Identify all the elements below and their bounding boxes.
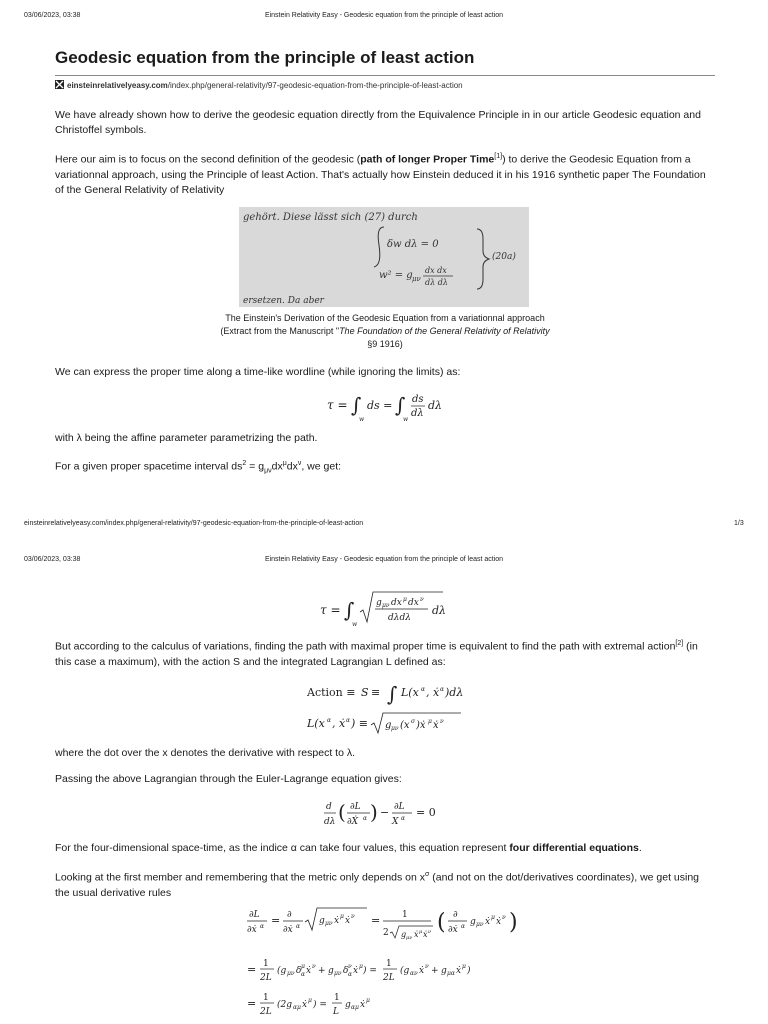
svg-text:S: S	[361, 686, 369, 699]
svg-text:+: +	[318, 966, 326, 976]
svg-text:∂ẋ: ∂ẋ	[247, 925, 257, 935]
svg-text:μ: μ	[308, 997, 312, 1004]
svg-text:=: =	[247, 997, 257, 1010]
svg-text:ẋ: ẋ	[423, 930, 428, 939]
action-equation	[305, 676, 475, 713]
svg-text:2L: 2L	[260, 973, 272, 983]
svg-text:δw dλ = 0: δw dλ = 0	[387, 239, 439, 250]
svg-text:g: g	[401, 930, 407, 939]
svg-text:ẋ: ẋ	[496, 917, 502, 927]
svg-text:≡: ≡	[371, 686, 381, 699]
svg-text:ν: ν	[425, 963, 429, 970]
proper-time-paragraph: We can express the proper time along a time-like wordline (while ignoring the limits) as:	[55, 366, 461, 378]
footnote-2-link[interactable]: [2]	[675, 640, 684, 647]
svg-text:dλ: dλ	[432, 604, 447, 617]
svg-text:) =: ) =	[313, 1000, 327, 1010]
svg-text:Action ≡: Action ≡	[307, 686, 356, 699]
site-favicon-icon	[55, 80, 64, 91]
svg-text:1: 1	[402, 910, 408, 920]
svg-text:∂Ẋ: ∂Ẋ	[347, 817, 359, 827]
svg-text:ν: ν	[351, 913, 355, 920]
svg-text:L: L	[333, 1007, 339, 1017]
svg-text:)dλ: )dλ	[445, 686, 464, 699]
svg-text:α: α	[461, 923, 466, 930]
svg-text:L(x: L(x	[401, 686, 419, 699]
manuscript-image	[239, 207, 529, 307]
derivative-equation-2	[245, 955, 535, 990]
proper-time-metric-equation	[318, 588, 458, 633]
intro-paragraph: We have already shown how to derive the geodesic equation directly from the Equivalence Principle in in our article Geodesic equation and Christoffel symbols.	[55, 109, 701, 136]
interval-paragraph: For a given proper spacetime interval $ds^2 = g_{\mu\nu}dx^\mu dx^\nu$, we get:	[55, 460, 342, 475]
svg-text:w: w	[359, 416, 365, 423]
svg-text:dx: dx	[408, 598, 419, 608]
svg-text:dλ: dλ	[324, 817, 336, 827]
euler-lagrange-equation	[322, 795, 452, 838]
source-domain[interactable]: einsteinrelativelyeasy.com	[67, 81, 168, 90]
svg-text:, ẋ: , ẋ	[426, 686, 440, 699]
svg-text:=: =	[247, 963, 257, 976]
svg-text:α: α	[401, 815, 406, 822]
svg-text:d: d	[326, 802, 332, 812]
svg-text:αμ: αμ	[293, 1004, 301, 1011]
svg-text:) =: ) =	[363, 966, 377, 976]
affine-paragraph: with λ being the affine parameter parametrizing the path.	[55, 432, 318, 444]
svg-text:1: 1	[263, 959, 269, 969]
proper-time-bold: path of longer Proper Time	[360, 153, 495, 166]
svg-text:∂L: ∂L	[350, 802, 361, 812]
svg-text:α: α	[301, 971, 306, 978]
svg-text:g: g	[441, 966, 447, 976]
svg-text:ẋ: ẋ	[419, 966, 425, 976]
svg-text:ẋ: ẋ	[360, 1000, 366, 1010]
svg-text:dλ dλ: dλ dλ	[425, 278, 448, 287]
svg-text:(x: (x	[400, 720, 410, 731]
source-link[interactable]	[55, 80, 463, 91]
derivative-equation-1	[245, 902, 535, 951]
svg-text:∫: ∫	[395, 393, 406, 417]
svg-text:dx: dx	[391, 598, 402, 608]
svg-text:α: α	[260, 923, 265, 930]
svg-text:∫: ∫	[351, 393, 362, 417]
svg-text:1: 1	[386, 959, 392, 969]
svg-text:2L: 2L	[383, 973, 395, 983]
svg-text:ds: ds	[412, 394, 424, 405]
svg-text:ẋ: ẋ	[306, 966, 312, 976]
print-footer-url: einsteinrelativelyeasy.com/index.php/general-relativity/97-geodesic-equation-from-the-principle-of-least-action	[24, 520, 364, 527]
svg-text:μν: μν	[391, 725, 399, 732]
svg-text:g: g	[328, 966, 334, 976]
svg-text:α: α	[327, 717, 332, 724]
svg-text:w² = g: w² = g	[379, 270, 413, 281]
svg-text:g: g	[319, 916, 325, 926]
svg-text:(20a): (20a)	[492, 252, 516, 262]
svg-text:(: (	[338, 800, 346, 824]
svg-text:ν: ν	[420, 596, 424, 603]
svg-text:)ẋ: )ẋ	[416, 720, 426, 731]
svg-text:∫: ∫	[387, 682, 398, 706]
variations-paragraph: But according to the calculus of variations, finding the path with maximal proper time is equivalent to find the path with extremal action[2] (in this case a maximum), with the action S and the integrated Lagrangian L defined as:	[55, 640, 698, 668]
four-equations-paragraph: For the four-dimensional space-time, as the indice α can take four values, this equation represent four differential equations.	[55, 842, 642, 854]
aim-paragraph: Here our aim is to focus on the second definition of the geodesic (path of longer Proper Time[1]) to derive the Geodesic Equation from a variationnal approach, using the Principle of least Action. That's actually how Einstein deduced it in his 1916 synthetic paper The Foundation of the General Relativity of Relativity	[55, 153, 706, 196]
svg-text:g: g	[470, 917, 476, 927]
svg-text:1: 1	[263, 993, 269, 1003]
manuscript-line-2: ersetzen. Da aber	[243, 296, 324, 306]
svg-text:): )	[370, 800, 378, 824]
svg-text:αν: αν	[410, 970, 418, 977]
svg-text:∂L: ∂L	[249, 910, 260, 920]
svg-text:ν: ν	[440, 718, 444, 725]
svg-text:α: α	[363, 815, 368, 822]
svg-text:μ: μ	[366, 997, 370, 1004]
euler-lagrange-intro: Passing the above Lagrangian through the Euler-Lagrange equation gives:	[55, 773, 402, 785]
svg-text:+: +	[431, 966, 439, 976]
svg-text:δ: δ	[343, 966, 349, 976]
svg-text:L(x: L(x	[307, 717, 325, 730]
svg-text:X: X	[392, 817, 399, 827]
svg-text:μ: μ	[462, 963, 466, 970]
lagrangian-equation	[305, 709, 475, 742]
svg-text:μ: μ	[359, 963, 363, 970]
svg-text:α: α	[296, 923, 301, 930]
title-divider	[55, 75, 715, 76]
svg-text:μν: μν	[412, 275, 421, 283]
svg-text:dx dx: dx dx	[425, 266, 447, 275]
svg-text:∂: ∂	[453, 910, 458, 920]
svg-text:μα: μα	[447, 970, 455, 977]
print-title-page2: Einstein Relativity Easy - Geodesic equation from the principle of least action	[264, 556, 504, 563]
svg-text:w: w	[352, 621, 358, 628]
svg-text:δ: δ	[296, 966, 302, 976]
derivative-equation-3	[245, 989, 535, 1024]
dot-paragraph: where the dot over the x denotes the derivative with respect to λ.	[55, 747, 355, 759]
svg-text:w: w	[403, 416, 409, 423]
svg-text:) ≡: ) ≡	[351, 717, 369, 730]
first-member-paragraph: Looking at the first member and remembering that the metric only depends on $x^\sigma$ (and not on the dot/derivatives coordinates), we get using the usual derivative rules	[55, 871, 700, 899]
svg-text:=: =	[371, 914, 381, 927]
svg-text:−: −	[380, 806, 390, 819]
footnote-1-link[interactable]: [1]	[494, 153, 503, 160]
svg-text:g: g	[385, 720, 392, 731]
svg-text:σ: σ	[411, 718, 416, 725]
svg-text:ν: ν	[502, 914, 506, 921]
print-date: 03/06/2023, 03:38	[24, 12, 81, 19]
svg-text:μν: μν	[287, 970, 295, 977]
svg-text:μ: μ	[491, 914, 495, 921]
svg-text:g: g	[345, 1000, 351, 1010]
svg-text:, ẋ: , ẋ	[332, 717, 346, 730]
svg-text:(2g: (2g	[277, 1000, 292, 1010]
svg-text:(g: (g	[400, 966, 410, 976]
svg-text:1: 1	[334, 993, 340, 1003]
svg-text:α: α	[348, 971, 353, 978]
figure-caption: The Einstein's Derivation of the Geodesic Equation from a variationnal approach (Extract from the Manuscript "The Foundation of the General Relativity of Relativity §9 1916)	[220, 313, 550, 349]
svg-text:μ: μ	[403, 596, 407, 603]
svg-text:τ =: τ =	[327, 398, 348, 412]
svg-text:μν: μν	[382, 602, 390, 609]
svg-text:∂ẋ: ∂ẋ	[448, 925, 458, 935]
print-page-number: 1/3	[734, 520, 744, 527]
svg-text:∂: ∂	[287, 910, 292, 920]
svg-text:ν: ν	[428, 929, 432, 935]
svg-text:μν: μν	[325, 920, 333, 927]
source-path[interactable]: /index.php/general-relativity/97-geodesic-equation-from-the-principle-of-least-action	[167, 81, 463, 90]
svg-text:∫: ∫	[344, 598, 355, 622]
svg-text:dλdλ: dλdλ	[388, 613, 411, 623]
svg-text:=: =	[271, 914, 281, 927]
svg-text:α: α	[346, 717, 351, 724]
svg-text:∂ẋ: ∂ẋ	[283, 925, 293, 935]
svg-text:μ: μ	[340, 913, 344, 920]
svg-text:ν: ν	[348, 963, 352, 970]
svg-text:∂L: ∂L	[394, 802, 405, 812]
manuscript-line-1: gehört. Diese lässt sich (27) durch	[243, 212, 418, 223]
svg-text:α: α	[440, 686, 445, 693]
svg-text:ẋ: ẋ	[414, 930, 419, 939]
svg-text:ẋ: ẋ	[456, 966, 462, 976]
svg-text:μ: μ	[419, 929, 423, 935]
svg-text:ẋ: ẋ	[345, 916, 351, 926]
svg-text:μ: μ	[301, 963, 305, 970]
svg-text:dλ: dλ	[428, 399, 443, 412]
print-date-page2: 03/06/2023, 03:38	[24, 556, 81, 563]
svg-text:α: α	[421, 686, 426, 693]
svg-text:(g: (g	[277, 966, 287, 976]
svg-text:ẋ: ẋ	[433, 720, 439, 731]
svg-text:ẋ: ẋ	[353, 966, 359, 976]
svg-text:τ =: τ =	[320, 603, 341, 617]
svg-text:ds =: ds =	[367, 399, 393, 412]
svg-text:μν: μν	[476, 921, 484, 928]
proper-time-equation	[325, 385, 455, 428]
svg-text:): )	[467, 966, 471, 976]
svg-text:μν: μν	[406, 935, 413, 941]
svg-text:dλ: dλ	[411, 408, 424, 419]
svg-text:ν: ν	[312, 963, 316, 970]
svg-text:2: 2	[383, 928, 389, 938]
svg-text:2L: 2L	[260, 1007, 272, 1017]
svg-text:= 0: = 0	[416, 806, 436, 819]
print-title: Einstein Relativity Easy - Geodesic equation from the principle of least action	[264, 12, 504, 19]
svg-text:ẋ: ẋ	[485, 917, 491, 927]
svg-text:g: g	[376, 598, 382, 608]
svg-text:(: (	[437, 910, 446, 935]
svg-text:μν: μν	[334, 970, 342, 977]
svg-text:ẋ: ẋ	[302, 1000, 308, 1010]
svg-text:ẋ: ẋ	[334, 916, 340, 926]
svg-text:): )	[509, 910, 518, 935]
svg-text:αμ: αμ	[351, 1004, 359, 1011]
page-title: Geodesic equation from the principle of least action	[55, 48, 475, 67]
svg-text:μ: μ	[428, 718, 432, 725]
